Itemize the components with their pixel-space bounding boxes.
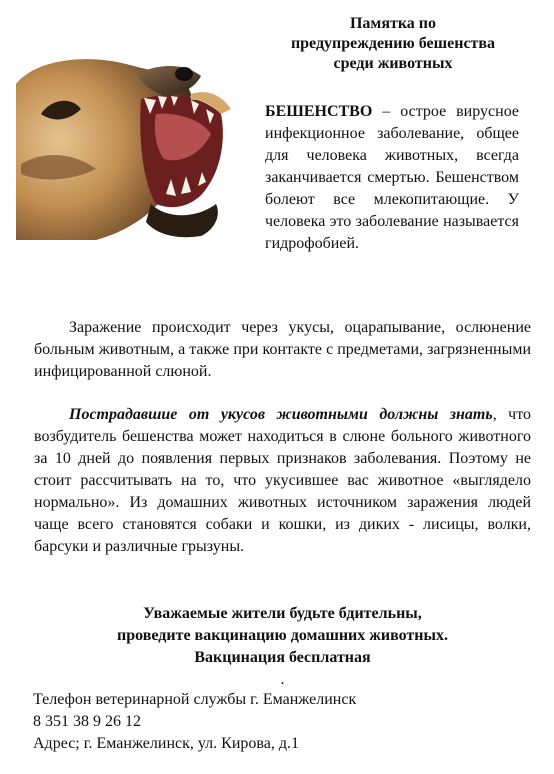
title-line: предупреждению бешенства [290,35,496,52]
snarling-dog-icon [16,54,239,240]
appeal-free-text: Вакцинация бесплатная [194,649,371,666]
victims-text: , что возбудитель бешенства может находиться в слюне больного животного за 10 дней до появления первых признаков заболевания. Поэтому не стоит рассчитывать на то, что укусившее вас животное «выглядело нормально». Из домашних животных источником заражения людей чаще всего становятся собаки и кошки, из диких - лисицы, волки, барсуки и различные грызуны. [34,406,532,555]
vet-service-label: Телефон ветеринарной службы г. Еманжелинск [33,691,357,708]
definition-text: – острое вирусное инфекционное заболевание, общее для человека животных, всегда заканчивается смертью. Бешенством болеют все млекопитающие. У человека это заболевание называется гидрофобией. [265,103,519,252]
contacts-block [33,689,533,755]
address: Адрес; г. Еманжелинск, ул. Кирова, д.1 [33,735,299,752]
title-line: Памятка по [349,15,437,32]
appeal-line: проведите вакцинацию домашних животных. [117,627,448,644]
appeal-line-last [34,647,531,691]
vaccination-appeal [34,603,531,691]
rabies-definition [265,101,519,255]
infection-paragraph: Заражение происходит через укусы, оцарапывание, ослюнение больным животным, а также при контакте с предметами, загрязненными инфицированной слюной. [34,319,531,380]
appeal-period: . [280,671,285,688]
definition-term: БЕШЕНСТВО [265,103,373,120]
victims-lead: Пострадавшие от укусов животными должны знать [69,406,493,423]
victims-paragraph [34,404,531,558]
title-line: среди животных [333,55,453,72]
appeal-line: Уважаемые жители будьте бдительны, [143,605,422,622]
snarling-dog-image [16,54,239,240]
phone-number: 8 351 38 9 26 12 [33,713,141,730]
page-title [248,14,538,74]
